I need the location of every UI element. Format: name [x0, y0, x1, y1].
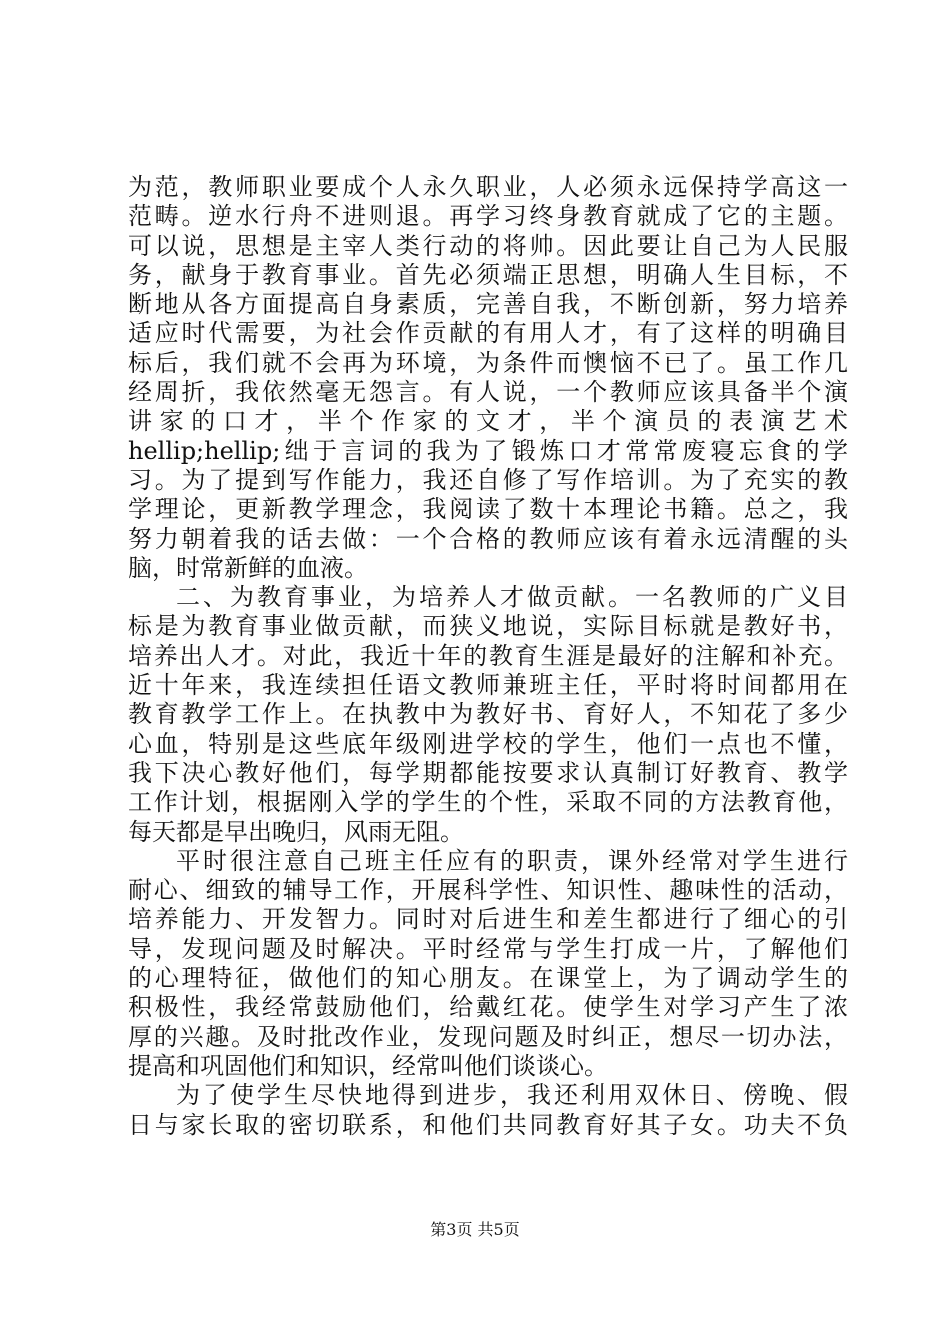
text-line: 工作计划，根据刚入学的学生的个性，采取不同的方法教育他， — [128, 788, 848, 817]
text-line: 教育教学工作上。在执教中为教好书、育好人，不知花了多少 — [128, 700, 848, 729]
text-line: 耐心、细致的辅导工作，开展科学性、知识性、趣味性的活动， — [128, 876, 848, 905]
text-line: 为范，教师职业要成个人永久职业，人必须永远保持学高这一 — [128, 173, 848, 201]
text-line: 心血，特别是这些底年级刚进学校的学生，他们一点也不懂， — [128, 729, 848, 758]
text-line: 近十年来，我连续担任语文教师兼班主任，平时将时间都用在 — [128, 671, 848, 700]
text-line: 适应时代需要，为社会作贡献的有用人才，有了这样的明确目 — [128, 319, 848, 348]
text-line: 日与家长取的密切联系，和他们共同教育好其子女。功夫不负 — [128, 1110, 848, 1139]
document-body — [128, 173, 848, 1140]
text-line: hellip;hellip;绌于言词的我为了锻炼口才常常废寝忘食的学 — [128, 436, 848, 465]
paragraph-first-line: 平时很注意自己班主任应有的职责，课外经常对学生进行 — [176, 846, 848, 875]
text-line: 标后，我们就不会再为环境，为条件而懊恼不已了。虽工作几 — [128, 348, 848, 377]
text-line: 经周折，我依然毫无怨言。有人说，一个教师应该具备半个演 — [128, 378, 848, 407]
text-line: 可以说，思想是主宰人类行动的将帅。因此要让自己为人民服 — [128, 231, 848, 260]
text-line: 的心理特征，做他们的知心朋友。在课堂上，为了调动学生的 — [128, 964, 848, 993]
text-line: 提高和巩固他们和知识，经常叫他们谈谈心。 — [128, 1051, 608, 1080]
text-line: 导，发现问题及时解决。平时经常与学生打成一片，了解他们 — [128, 934, 848, 963]
text-line: 断地从各方面提高自身素质，完善自我，不断创新，努力培养 — [128, 290, 848, 319]
text-line: 范畴。逆水行舟不进则退。再学习终身教育就成了它的主题。 — [128, 202, 848, 231]
text-line: 努力朝着我的话去做：一个合格的教师应该有着永远清醒的头 — [128, 524, 848, 553]
text-line: 厚的兴趣。及时批改作业，发现问题及时纠正，想尽一切办法， — [128, 1022, 848, 1051]
text-line: 积极性，我经常鼓励他们，给戴红花。使学生对学习产生了浓 — [128, 993, 848, 1022]
text-line: 每天都是早出晚归，风雨无阻。 — [128, 817, 464, 846]
text-line: 培养能力、开发智力。同时对后进生和差生都进行了细心的引 — [128, 905, 848, 934]
text-line: 培养出人才。对此，我近十年的教育生涯是最好的注解和补充。 — [128, 641, 848, 670]
paragraph-first-line: 为了使学生尽快地得到进步，我还利用双休日、傍晚、假 — [176, 1081, 848, 1110]
text-line: 脑，时常新鲜的血液。 — [128, 553, 368, 582]
text-line: 学理论，更新教学理念，我阅读了数十本理论书籍。总之，我 — [128, 495, 848, 524]
text-line: 习。为了提到写作能力，我还自修了写作培训。为了充实的教 — [128, 465, 848, 494]
paragraph-heading-line: 二、为教育事业，为培养人才做贡献。一名教师的广义目 — [176, 583, 848, 612]
text-line: 务，献身于教育事业。首先必须端正思想，明确人生目标，不 — [128, 260, 848, 289]
text-line: 标是为教育事业做贡献，而狭义地说，实际目标就是教好书， — [128, 612, 848, 641]
text-line: 讲家的口才，半个作家的文才，半个演员的表演艺术 — [128, 407, 848, 436]
text-line: 我下决心教好他们，每学期都能按要求认真制订好教育、教学 — [128, 758, 848, 787]
page-number-footer: 第3页 共5页 — [430, 1220, 520, 1239]
